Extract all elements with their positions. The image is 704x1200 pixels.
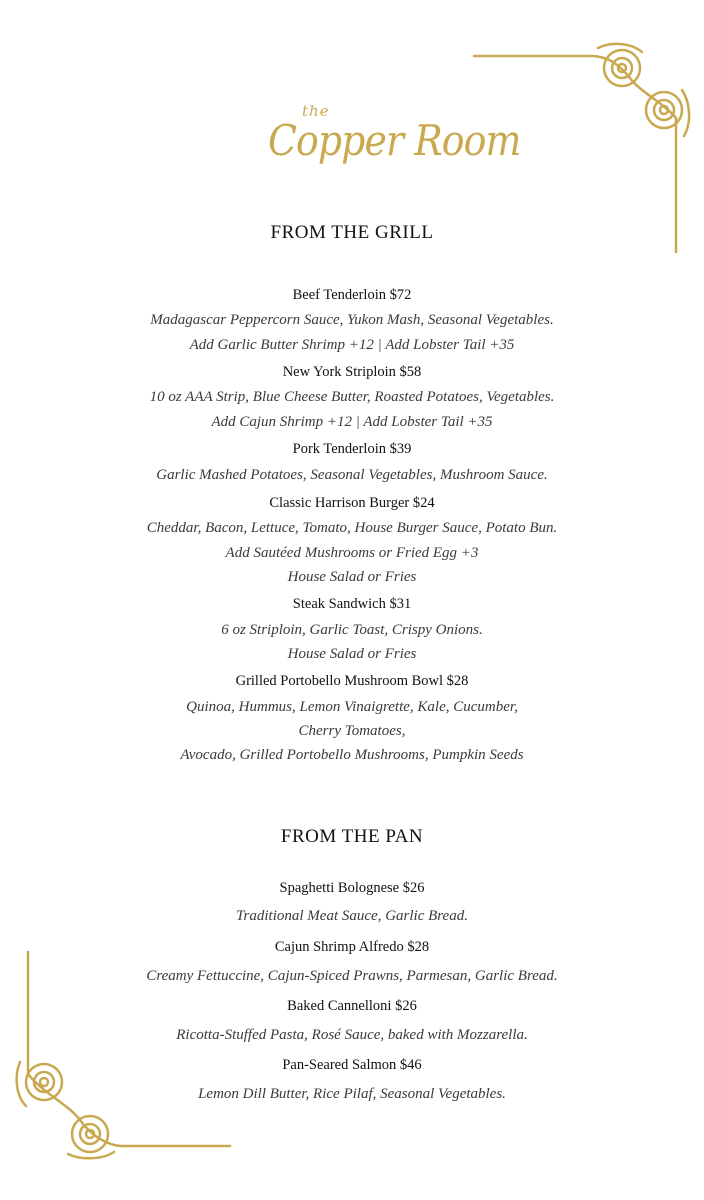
section-title-grill: FROM THE GRILL bbox=[270, 222, 434, 243]
menu-item-desc: House Salad or Fries bbox=[287, 569, 417, 585]
menu-item-desc: Add Sautéed Mushrooms or Fried Egg +3 bbox=[225, 545, 479, 561]
menu-item-desc: Ricotta-Stuffed Pasta, Rosé Sauce, baked with Mozzarella. bbox=[176, 1027, 528, 1043]
menu-item-name: Cajun Shrimp Alfredo $28 bbox=[274, 939, 430, 955]
menu-item-desc: 10 oz AAA Strip, Blue Cheese Butter, Roasted Potatoes, Vegetables. bbox=[149, 389, 555, 405]
logo-name: Copper Room bbox=[268, 116, 521, 165]
menu-item-name: Pan-Seared Salmon $46 bbox=[282, 1057, 422, 1073]
logo-the: the bbox=[302, 102, 330, 120]
menu-item-name: Classic Harrison Burger $24 bbox=[269, 495, 435, 511]
menu-item-desc: Cherry Tomatoes, bbox=[298, 723, 406, 739]
menu-item-desc: Creamy Fettuccine, Cajun-Spiced Prawns, Parmesan, Garlic Bread. bbox=[146, 968, 558, 984]
menu-item-desc: Avocado, Grilled Portobello Mushrooms, Pumpkin Seeds bbox=[180, 747, 524, 763]
menu-item-desc: 6 oz Striploin, Garlic Toast, Crispy Onions. bbox=[221, 622, 483, 638]
menu-item-desc: Lemon Dill Butter, Rice Pilaf, Seasonal Vegetables. bbox=[198, 1086, 506, 1102]
menu-item-name: Grilled Portobello Mushroom Bowl $28 bbox=[235, 673, 469, 689]
section-title-pan: FROM THE PAN bbox=[280, 826, 424, 847]
menu-item-name: Pork Tenderloin $39 bbox=[292, 441, 412, 457]
menu-item-desc: Add Garlic Butter Shrimp +12 | Add Lobster Tail +35 bbox=[189, 337, 515, 353]
logo bbox=[0, 98, 704, 188]
menu-item-desc: Quinoa, Hummus, Lemon Vinaigrette, Kale, Cucumber, bbox=[186, 699, 518, 715]
menu-item-desc: Traditional Meat Sauce, Garlic Bread. bbox=[236, 908, 468, 924]
menu-item-name: Steak Sandwich $31 bbox=[292, 596, 412, 612]
menu-item-desc: Garlic Mashed Potatoes, Seasonal Vegetables, Mushroom Sauce. bbox=[156, 467, 548, 483]
menu-item-name: Beef Tenderloin $72 bbox=[292, 287, 412, 303]
menu-item-name: Spaghetti Bolognese $26 bbox=[279, 880, 425, 896]
menu-item-desc: House Salad or Fries bbox=[287, 646, 417, 662]
menu-item-name: New York Striploin $58 bbox=[282, 364, 422, 380]
menu-item-name: Baked Cannelloni $26 bbox=[287, 998, 417, 1014]
menu-item-desc: Add Cajun Shrimp +12 | Add Lobster Tail +35 bbox=[211, 414, 493, 430]
menu-item-desc: Cheddar, Bacon, Lettuce, Tomato, House Burger Sauce, Potato Bun. bbox=[146, 520, 558, 536]
menu-item-desc: Madagascar Peppercorn Sauce, Yukon Mash, Seasonal Vegetables. bbox=[150, 312, 554, 328]
